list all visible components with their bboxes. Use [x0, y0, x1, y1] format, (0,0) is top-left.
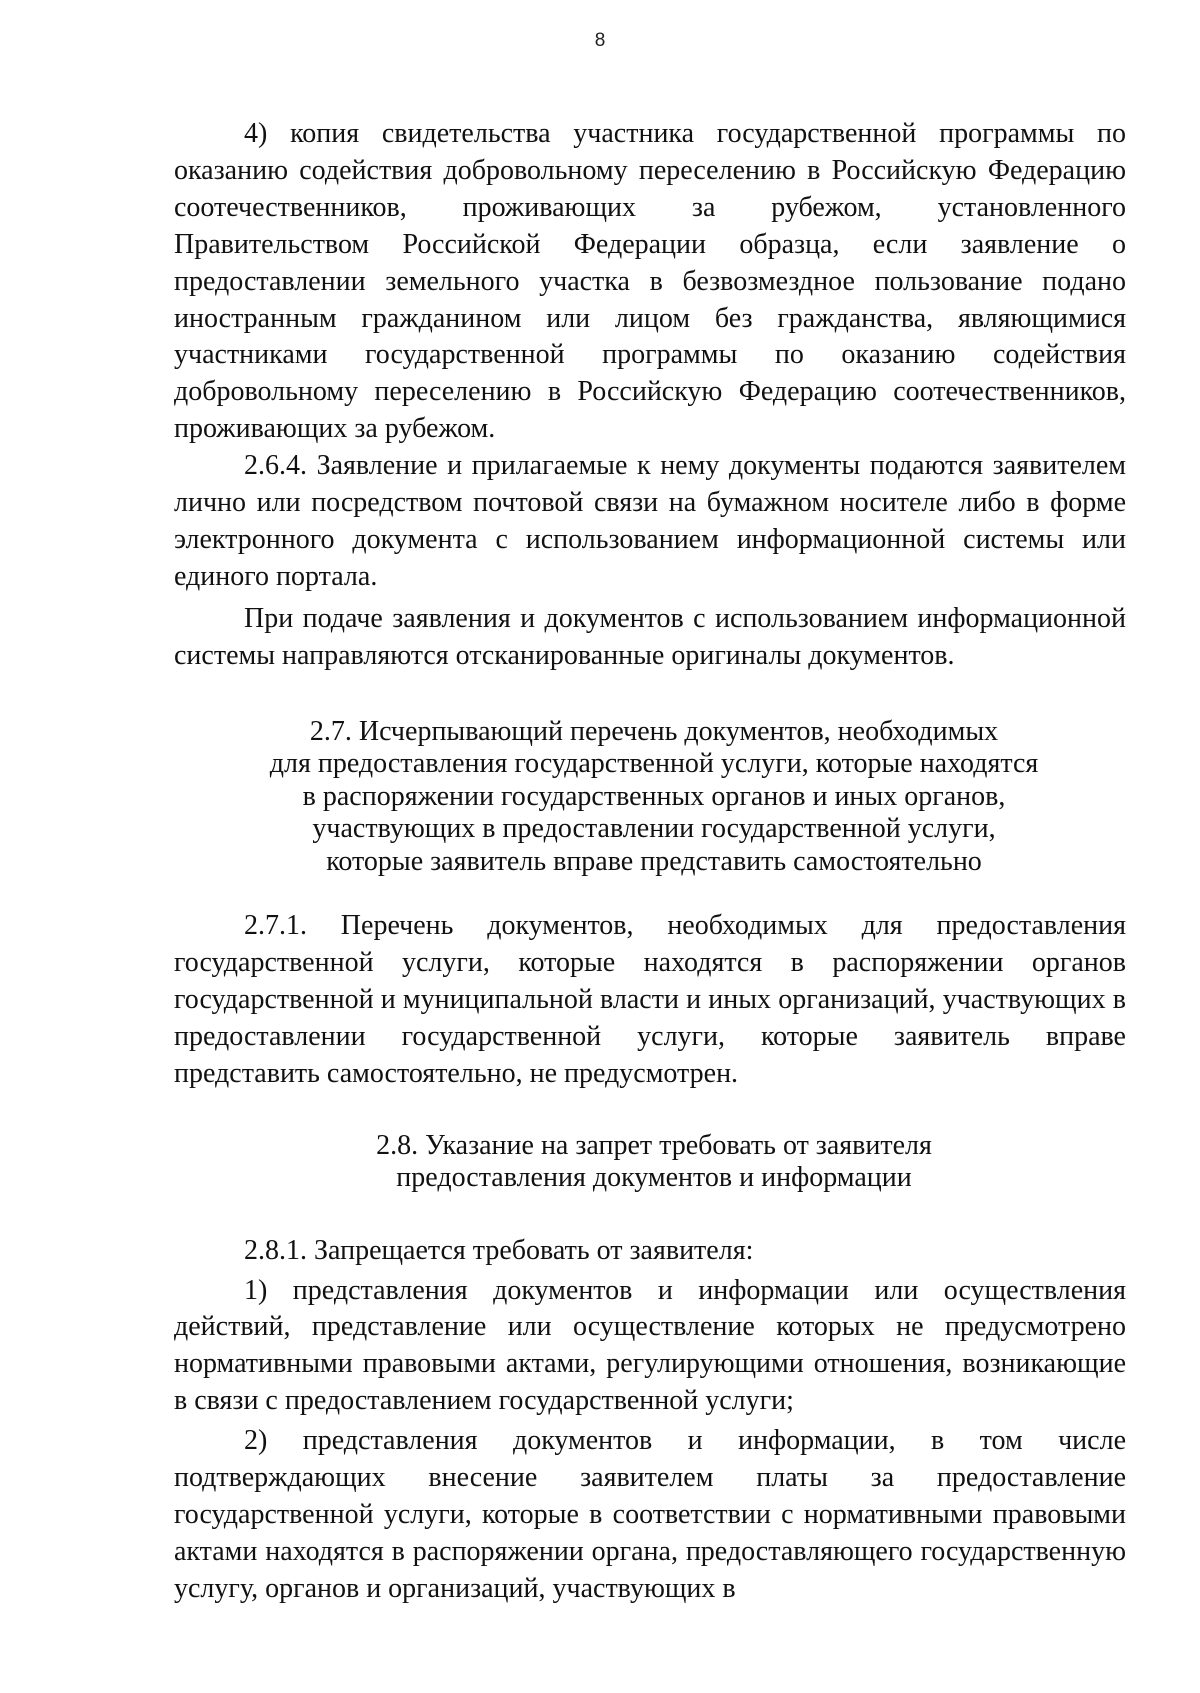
heading-line: 2.8. Указание на запрет требовать от заявителя — [376, 1129, 932, 1161]
paragraph-2-7-1: 2.7.1. Перечень документов, необходимых для предоставления государственной услуги, которые находятся в распоряжении органов государственной и муниципальной власти и иных организаций, участвующих в предоставлении государственной услуги, которые заявитель вправе представить самостоятельно, не предусмотрен. — [174, 910, 1126, 1089]
document-body — [174, 116, 1126, 1608]
paragraph-information-system: При подаче заявления и документов с использованием информационной системы направляются отсканированные оригиналы документов. — [174, 602, 1126, 671]
section-heading-2-8 — [174, 1130, 1126, 1195]
heading-line: участвующих в предоставлении государственной услуги, — [312, 813, 996, 845]
heading-line: в распоряжении государственных органов и иных органов, — [302, 780, 1006, 812]
paragraph-item-4-certificate: 4) копия свидетельства участника государственной программы по оказанию содействия добровольному переселению в Российскую Федерацию соотечественников, проживающих за рубежом, установленного Правительством Российской Федерации образца, если заявление о предоставлении земельного участка в безвозмездное пользование подано иностранным гражданином или лицом без гражданства, являющимися участниками государственной программы по оказанию содействия добровольному переселению в Российскую Федерацию соотечественников, проживающих за рубежом. — [174, 118, 1126, 445]
heading-line: которые заявитель вправе представить самостоятельно — [326, 845, 982, 877]
paragraph-2-6-4: 2.6.4. Заявление и прилагаемые к нему документы подаются заявителем лично или посредством почтовой связи на бумажном носителе либо в форме электронного документа с использованием информационной системы или единого портала. — [174, 450, 1126, 592]
heading-line: для предоставления государственной услуги, которые находятся — [269, 748, 1039, 780]
heading-line: 2.7. Исчерпывающий перечень документов, необходимых — [309, 715, 999, 747]
paragraph-2-8-1: 2.8.1. Запрещается требовать от заявителя: — [244, 1234, 754, 1266]
heading-line: предоставления документов и информации — [396, 1162, 912, 1194]
paragraph-item-1: 1) представления документов и информации или осуществления действий, представление или осуществление которых не предусмотрено нормативными правовыми актами, регулирующими отношения, возникающие в связи с предоставлением государственной услуги; — [174, 1274, 1126, 1417]
section-heading-2-7 — [174, 716, 1126, 879]
paragraph-item-2: 2) представления документов и информации, в том числе подтверждающих внесение заявителем платы за предоставление государственной услуги, которые в соответствии с нормативными правовыми актами находятся в распоряжении органа, предоставляющего государственную услугу, органов и организаций, участвующих в — [174, 1425, 1126, 1604]
page-number: 8 — [594, 30, 606, 51]
